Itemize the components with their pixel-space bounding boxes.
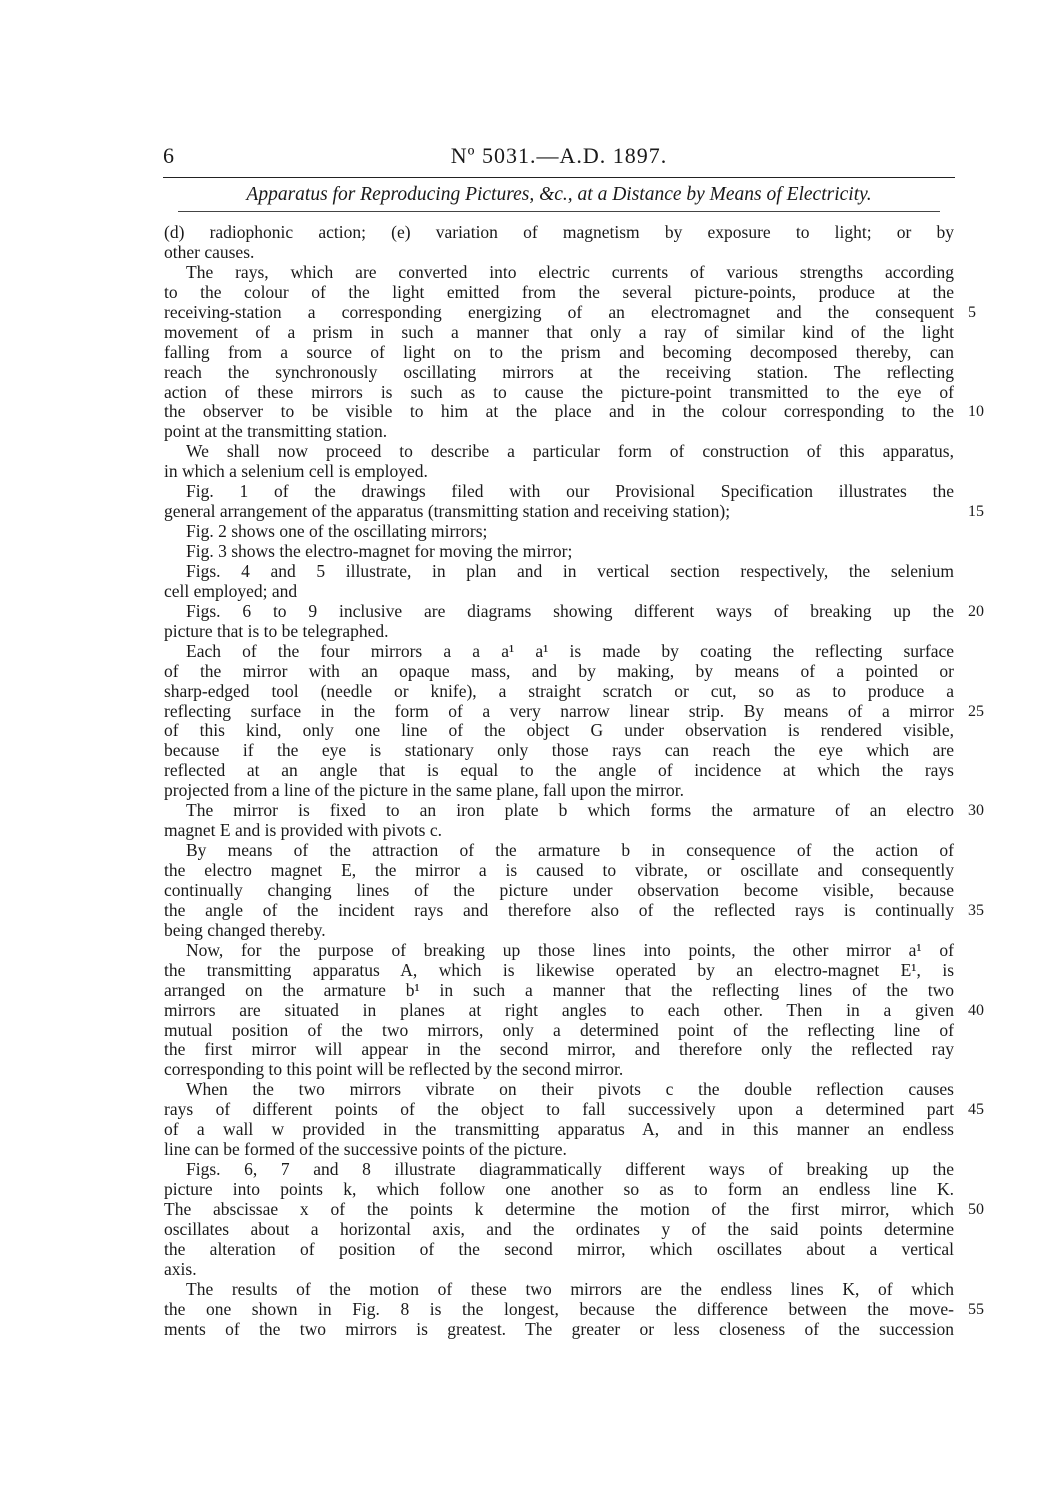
line-text: magnet E and is provided with pivots c. (164, 820, 443, 841)
text-line (164, 522, 954, 542)
line-text: Fig. 1 of the drawings filed with our Provisional Specification illustrates the (186, 481, 954, 502)
text-line (164, 622, 954, 642)
line-text: being changed thereby. (164, 919, 326, 940)
text-line (164, 721, 954, 741)
text-line (164, 223, 954, 243)
text-line (164, 1040, 954, 1060)
text-line (164, 761, 954, 781)
line-text: axis. (164, 1258, 197, 1279)
line-text: continually changing lines of the picture under observation become visible, because (164, 879, 954, 900)
line-text: arranged on the armature b¹ in such a manner that the reflecting lines of the two (164, 979, 954, 1000)
line-number: 20 (968, 602, 984, 620)
text-line (164, 941, 954, 961)
text-line (164, 600, 984, 622)
text-line (164, 961, 954, 981)
text-line (164, 1320, 954, 1340)
line-number: 50 (968, 1200, 984, 1218)
text-line (164, 482, 954, 502)
line-text: Figs. 6 to 9 inclusive are diagrams showing different ways of breaking up the (186, 600, 954, 621)
text-line (164, 1298, 984, 1320)
text-line (164, 781, 954, 801)
text-line (164, 462, 954, 482)
line-text: the alteration of position of the second mirror, which oscillates about a vertical (164, 1238, 954, 1259)
line-text: movement of a prism in such a manner that only a ray of similar kind of the light (164, 321, 954, 342)
line-text: the one shown in Fig. 8 is the longest, because the difference between the move- (164, 1298, 954, 1319)
line-text: Now, for the purpose of breaking up those lines into points, the other mirror a¹ of (186, 939, 954, 960)
line-text: receiving-station a corresponding energizing of an electromagnet and the consequent (164, 301, 954, 322)
line-text: Each of the four mirrors a a a¹ a¹ is made by coating the reflecting surface (186, 640, 954, 661)
text-line (164, 1260, 954, 1280)
text-line (164, 682, 954, 702)
line-number: 55 (968, 1300, 984, 1318)
text-line (164, 1021, 954, 1041)
text-line (164, 881, 954, 901)
text-line (164, 1160, 954, 1180)
line-text: point at the transmitting station. (164, 421, 388, 442)
line-text: the observer to be visible to him at the place and in the colour corresponding to the (164, 401, 954, 422)
line-text: of this kind, only one line of the object G under observation is rendered visible, (164, 720, 954, 741)
line-text: picture that is to be telegraphed. (164, 620, 389, 641)
title-rule (178, 211, 940, 212)
text-line (164, 999, 984, 1021)
text-line (164, 263, 954, 283)
text-line (164, 981, 954, 1001)
text-line (164, 301, 976, 323)
line-text: By means of the attraction of the armature b in consequence of the action of (186, 840, 954, 861)
text-line (164, 1198, 984, 1220)
line-number: 15 (968, 503, 984, 521)
line-text: The abscissae x of the points k determine the motion of the first mirror, which (164, 1198, 954, 1219)
text-line (164, 642, 954, 662)
line-text: ments of the two mirrors is greatest. The greater or less closeness of the succession (164, 1318, 954, 1339)
line-text: reflecting surface in the form of a very narrow linear strip. By means of a mirror (164, 700, 954, 721)
line-text: The mirror is fixed to an iron plate b which forms the armature of an electro (186, 800, 954, 821)
line-text: Fig. 2 shows one of the oscillating mirrors; (186, 521, 488, 542)
text-line (164, 501, 984, 522)
line-text: corresponding to this point will be reflected by the second mirror. (164, 1059, 624, 1080)
line-text: The rays, which are converted into electric currents of various strengths according (186, 261, 954, 282)
text-line (164, 1180, 954, 1200)
running-title: Apparatus for Reproducing Pictures, &c., at a Distance by Means of Electricity. (246, 184, 872, 205)
line-text: the electro magnet E, the mirror a is caused to vibrate, or oscillate and consequently (164, 860, 954, 880)
text-line (164, 1120, 954, 1140)
text-line (164, 1280, 954, 1300)
text-line (164, 1240, 954, 1260)
text-line (164, 861, 954, 881)
text-line (164, 363, 954, 383)
text-line (164, 841, 954, 861)
line-text: to the colour of the light emitted from the several picture-points, produce at the (164, 281, 954, 302)
text-line (164, 562, 954, 582)
line-number: 5 (968, 303, 976, 321)
text-line (164, 442, 954, 462)
text-line (164, 323, 954, 343)
text-line (164, 662, 954, 682)
line-number: 25 (968, 702, 984, 720)
line-text: picture into points k, which follow one another so as to form an endless line K. (164, 1179, 954, 1199)
text-line (164, 1080, 954, 1100)
line-text: We shall now proceed to describe a particular form of construction of this apparatus, (186, 441, 954, 462)
text-line (164, 582, 954, 602)
line-text: When the two mirrors vibrate on their pivots c the double reflection causes (186, 1079, 954, 1100)
text-line (164, 700, 984, 722)
text-line (164, 401, 984, 422)
text-line (164, 243, 954, 263)
header-rule (163, 177, 955, 178)
line-text: falling from a source of light on to the prism and becoming decomposed thereby, can (164, 341, 954, 362)
page-number: 6 (163, 143, 174, 168)
text-line (164, 1099, 984, 1120)
line-text: Figs. 6, 7 and 8 illustrate diagrammatically different ways of breaking up the (186, 1159, 954, 1180)
line-text: (d) radiophonic action; (e) variation of magnetism by exposure to light; or by (164, 222, 954, 242)
line-text: in which a selenium cell is employed. (164, 461, 428, 482)
text-line (164, 821, 954, 841)
text-line (164, 1220, 954, 1240)
line-text: Figs. 4 and 5 illustrate, in plan and in vertical section respectively, the selenium (186, 560, 954, 581)
line-text: mutual position of the two mirrors, only a determined point of the reflecting line of (164, 1019, 954, 1040)
line-text: oscillates about a horizontal axis, and the ordinates y of the said points determine (164, 1218, 954, 1239)
line-text: cell employed; and (164, 580, 298, 601)
text-line (164, 343, 954, 363)
line-text: projected from a line of the picture in the same plane, fall upon the mirror. (164, 780, 684, 801)
line-text: rays of different points of the object to fall successively upon a determined part (164, 1099, 954, 1120)
text-line (164, 899, 984, 921)
text-line (164, 283, 954, 303)
text-line (164, 542, 954, 562)
line-number: 45 (968, 1101, 984, 1119)
patent-number: Nº 5031.—A.D. 1897. (450, 143, 668, 168)
text-line (164, 800, 984, 821)
line-text: The results of the motion of these two mirrors are the endless lines K, of which (186, 1278, 954, 1299)
line-text: because if the eye is stationary only those rays can reach the eye which are (164, 740, 954, 761)
body-text (164, 222, 984, 1340)
line-text: mirrors are situated in planes at right angles to each other. Then in a given (164, 999, 954, 1020)
line-text: the first mirror will appear in the second mirror, and therefore only the reflected ray (164, 1039, 954, 1060)
text-line (164, 921, 954, 941)
text-line (164, 1060, 954, 1080)
line-text: general arrangement of the apparatus (transmitting station and receiving station); (164, 501, 731, 522)
line-text: the angle of the incident rays and therefore also of the reflected rays is continually (164, 899, 954, 920)
text-line (164, 741, 954, 761)
line-number: 35 (968, 901, 984, 919)
line-text: reflected at an angle that is equal to the angle of incidence at which the rays (164, 760, 954, 781)
text-line (164, 383, 954, 403)
line-text: of a wall w provided in the transmitting apparatus A, and in this manner an endless (164, 1119, 954, 1140)
line-text: Fig. 3 shows the electro-magnet for moving the mirror; (186, 541, 573, 561)
line-number: 30 (968, 802, 984, 820)
line-text: line can be formed of the successive points of the picture. (164, 1139, 567, 1160)
text-line (164, 422, 954, 442)
line-text: action of these mirrors is such as to cause the picture-point transmitted to the eye of (164, 381, 954, 402)
line-text: of the mirror with an opaque mass, and by making, by means of a pointed or (164, 660, 954, 681)
page-header (163, 143, 955, 177)
line-text: reach the synchronously oscillating mirrors at the receiving station. The reflecting (164, 361, 954, 382)
line-number: 40 (968, 1001, 984, 1019)
line-text: other causes. (164, 241, 255, 262)
text-line (164, 1140, 954, 1160)
line-text: sharp-edged tool (needle or knife), a straight scratch or cut, so as to produce a (164, 680, 954, 701)
line-number: 10 (968, 403, 984, 421)
line-text: the transmitting apparatus A, which is likewise operated by an electro-magnet E¹, is (164, 959, 954, 980)
